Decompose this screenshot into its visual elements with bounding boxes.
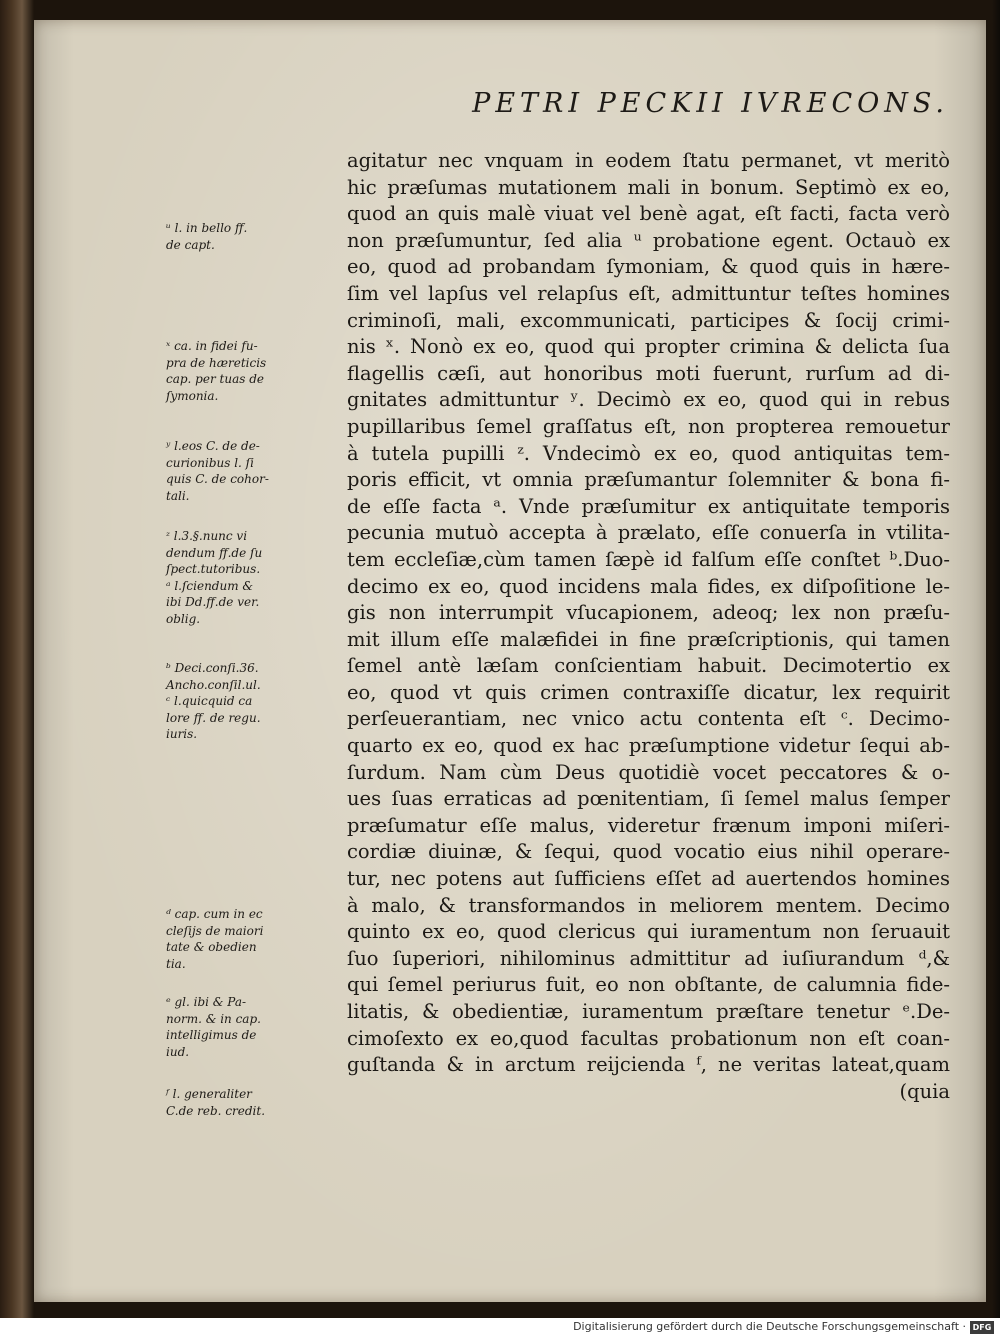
note-line: ᵉ gl. ibi & Pa-: [166, 995, 247, 1009]
note-line: oblig.: [166, 611, 201, 626]
text-line: decimo ex eo, quod incidens mala fides, ex diſpoſitione le-: [347, 574, 950, 598]
note-line: ᶻ l.3.§.nunc vi: [166, 529, 248, 543]
text-line: tem eccleſiæ,cùm tamen ſæpè id falſum eſſe conſtet ᵇ.Duo-: [347, 547, 950, 571]
note-line: de capt.: [166, 237, 215, 252]
text-line: à tutela pupilli ᶻ. Vndecimò ex eo, quod antiquitas tem-: [347, 441, 950, 465]
note-line: tali.: [166, 488, 190, 503]
margin-note: [166, 528, 346, 627]
text-line: perſeuerantiam, nec vnico actu contenta eſt ᶜ. Decimo-: [347, 707, 950, 731]
margin-note: [166, 220, 346, 253]
text-line: poris efficit, vt omnia præſumantur ſolemniter & bona fi-: [347, 468, 950, 492]
text-line: litatis, & obedientiæ, iuramentum præſtare tenetur ᵉ.De-: [347, 1000, 950, 1023]
note-line: ibi Dd.ff.de ver.: [166, 595, 260, 609]
catchword: (quia: [899, 1079, 950, 1103]
text-line: mit illum eſſe malæfidei in fine præſcriptionis, qui tamen: [347, 627, 950, 651]
margin-note: [166, 338, 346, 404]
text-line: eo, quod vt quis crimen contraxiſſe dicatur, lex requirit: [347, 680, 950, 704]
note-line: intelligimus de: [166, 1028, 257, 1042]
text-line: præſumatur eſſe malus, videretur frænum imponi miſeri-: [347, 813, 950, 837]
note-line: cleſijs de maiori: [166, 923, 264, 938]
text-line: gnitates admittuntur ʸ. Decimò ex eo, quod qui in rebus: [347, 388, 950, 412]
text-line: flagellis cæſi, aut honoribus moti fuerunt, rurſum ad di-: [347, 361, 950, 385]
text-line: guſtanda & in arctum reijcienda ᶠ, ne veritas lateat,quam: [347, 1053, 950, 1077]
text-line: pupillaribus ſemel graſſatus eſt, non propterea remouetur: [347, 414, 950, 438]
note-line: ᵘ l. in bello ff.: [166, 221, 248, 235]
note-line: cap. per tuas de: [166, 372, 264, 386]
text-line: hic præſumas mutationem mali in bonum. Septimò ex eo,: [347, 175, 950, 199]
text-line: gis non interrumpit vſucapionem, adeoq; lex non præſu-: [347, 601, 950, 625]
note-line: dendum ff.de ſu: [166, 545, 263, 560]
text-line: cimoſexto ex eo,quod facultas probationum non eſt coan-: [347, 1026, 950, 1050]
margin-note: [166, 906, 346, 972]
text-line: tur, nec potens aut ſufficiens eſſet ad auertendos homines: [347, 867, 950, 891]
text-line: ſemel antè læſam conſcientiam habuit. Decimotertio ex: [347, 654, 950, 678]
text-line: nis ˣ. Nonò ex eo, quod qui propter crimina & delicta ſua: [347, 335, 950, 359]
text-line: agitatur nec vnquam in eodem ſtatu permanet, vt meritò: [347, 149, 950, 172]
note-line: ᵃ l.ſciendum &: [166, 578, 254, 593]
note-line: tia.: [166, 956, 186, 971]
text-line: pecunia mutuò accepta à prælato, eſſe conuerſa in vtilita-: [347, 521, 950, 545]
text-line: ſurdum. Nam cùm Deus quotidiè vocet peccatores & o-: [347, 760, 950, 784]
text-line: ſuo ſuperiori, nihilominus admittitur ad iuſiurandum ᵈ,&: [347, 946, 950, 970]
text-line: eo, quod ad probandam ſymoniam, & quod quis in hære-: [347, 255, 950, 279]
note-line: ᵈ cap. cum in ec: [166, 907, 263, 921]
note-line: Ancho.conſil.ul.: [166, 677, 261, 692]
note-line: ᶠ l. generaliter: [166, 1087, 252, 1101]
text-line: à malo, & transformandos in meliorem mentem. Decimo: [347, 893, 950, 917]
margin-notes: [166, 220, 346, 1140]
text-line: de eſſe facta ᵃ. Vnde præſumitur ex antiquitate temporis: [347, 494, 950, 518]
text-line: qui ſemel periurus fuit, eo non obſtante, de calumnia fide-: [347, 973, 950, 997]
note-line: ſymonia.: [166, 388, 219, 403]
text-line: quarto ex eo, quod ex hac præſumptione videtur ſequi ab-: [347, 734, 950, 758]
note-line: ˣ ca. in fidei fu-: [166, 339, 258, 353]
note-line: iud.: [166, 1044, 190, 1059]
body-text: [347, 148, 950, 1105]
note-line: tate & obedien: [166, 940, 257, 954]
note-line: curionibus l. ſi: [166, 455, 254, 470]
margin-note: [166, 1086, 346, 1119]
note-line: norm. & in cap.: [166, 1011, 261, 1026]
text-line: ſim vel lapſus vel relapſus eſt, admittuntur teſtes homines: [347, 281, 950, 305]
note-line: iuris.: [166, 727, 198, 741]
dfg-logo-icon: DFG: [970, 1321, 994, 1334]
note-line: pra de hæreticis: [166, 355, 267, 370]
text-line: cordiæ diuinæ, & ſequi, quod vocatio eius nihil operare-: [347, 840, 950, 864]
book-page: [34, 20, 986, 1302]
note-line: ſpect.tutoribus.: [166, 562, 261, 576]
text-line: quod an quis malè viuat vel benè agat, eſt facti, facta verò: [347, 202, 950, 226]
note-line: lore ff. de regu.: [166, 710, 261, 725]
margin-note: [166, 660, 346, 743]
note-line: C.de reb. credit.: [166, 1103, 266, 1118]
text-line: criminoſi, mali, excommunicati, participes & ſocij crimi-: [347, 308, 950, 332]
margin-note: [166, 438, 346, 504]
text-line: ues ſuas erraticas ad pœnitentiam, ſi ſemel malus ſemper: [347, 787, 950, 811]
running-title: PETRI PECKII IVRECONS.: [472, 88, 949, 119]
funding-notice: Digitalisierung gefördert durch die Deutsche Forschungsgemeinschaft ·: [573, 1320, 966, 1333]
margin-note: [166, 994, 346, 1060]
note-line: quis C. de cohor-: [166, 472, 269, 486]
text-line: non præſumuntur, ſed alia ᵘ probatione egent. Octauò ex: [347, 228, 950, 252]
text-line: quinto ex eo, quod clericus qui iuramentum non ſeruauit: [347, 920, 950, 944]
note-line: ᵇ Deci.conſi.36.: [166, 661, 259, 675]
note-line: ʸ l.eos C. de de-: [166, 439, 260, 453]
note-line: ᶜ l.quicquid ca: [166, 694, 253, 708]
footer-bar: [0, 1318, 1000, 1338]
